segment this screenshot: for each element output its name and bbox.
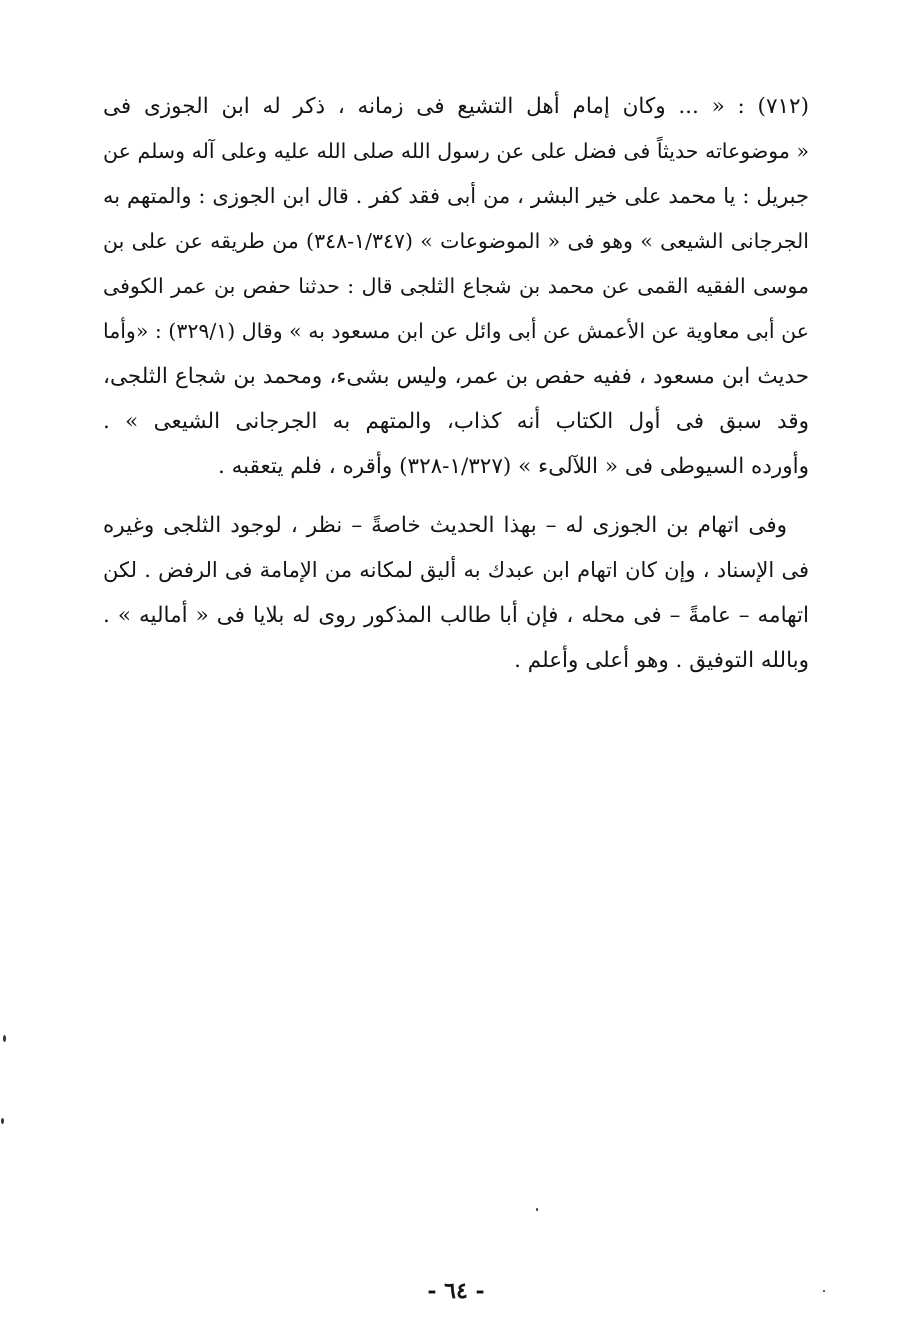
text-line: عن أبى معاوية عن الأعمش عن أبى وائل عن ابن مسعود به » وقال (٣٢٩/١) : «وأما [103,319,809,343]
text-line: الجرجانى الشيعى » وهو فى « الموضوعات » (١/٣٤٧-٣٤٨) من طريقه عن على بن [103,229,809,253]
text-line: وقد سبق فى أول الكتاب أنه كذاب، والمتهم به الجرجانى الشيعى » . [103,409,809,434]
text-line: جبريل : يا محمد على خير البشر ، من أبى فقد كفر . قال ابن الجوزى : والمتهم به [103,184,809,208]
text-line-last: وأورده السيوطى فى « اللآلىء » (١/٣٢٧-٣٢٨) وأقره ، فلم يتعقبه . [217,454,809,479]
text-line: « موضوعاته حديثاً فى فضل على عن رسول الله صلى الله عليه وعلى آله وسلم عن [103,139,809,163]
text-line: (٧١٢) : « ... وكان إمام أهل التشيع فى زمانه ، ذكر له ابن الجوزى فى [103,94,809,119]
page-number: - ٦٤ - [427,1278,485,1304]
text-line: حديث ابن مسعود ، ففيه حفص بن عمر، وليس بشىء، ومحمد بن شجاع الثلجى، [103,364,809,389]
scan-speck [823,1290,825,1292]
scan-speck [1,1118,4,1124]
text-line: اتهامه – عامةً – فى محله ، فإن أبا طالب المذكور روى له بلايا فى « أماليه » . [103,603,809,628]
scan-speck [536,1208,538,1211]
text-line-last: وبالله التوفيق . وهو أعلى وأعلم . [514,648,809,673]
paragraph-commentary [103,503,809,683]
paragraph-biography-note [103,84,809,489]
text-line: وفى اتهام بن الجوزى له – بهذا الحديث خاصةً – نظر ، لوجود الثلجى وغيره [103,513,787,538]
scan-speck [3,1035,6,1042]
text-line: موسى الفقيه القمى عن محمد بن شجاع الثلجى قال : حدثنا حفص بن عمر الكوفى [103,274,809,298]
text-line: فى الإسناد ، وإن كان اتهام ابن عبدك به أليق لمكانه من الإمامة فى الرفض . لكن [103,558,809,582]
